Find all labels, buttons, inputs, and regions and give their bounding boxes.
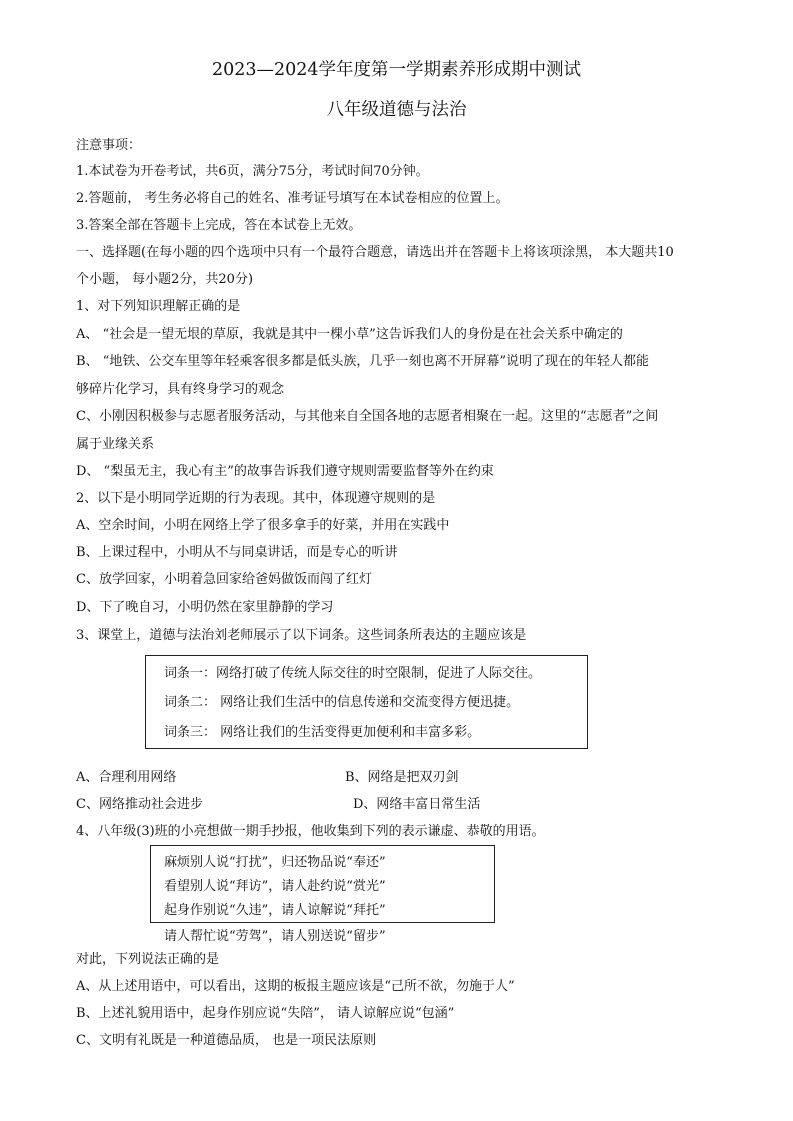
note-item: 2.答题前， 考生务必将自己的姓名、准考证号填写在本试卷相应的位置上。 [76,191,509,206]
question-4-option-b: B、上述礼貌用语中，起身作别应说“失陪”， 请人谅解应说“包涵” [76,1006,455,1021]
question-1-stem: 1、对下列知识理解正确的是 [76,299,241,314]
notes-heading: 注意事项： [76,138,142,153]
quote-entry: 看望别人说“拜访”，请人赴约说“赏光” [164,879,386,894]
question-2-option-d: D、下了晚自习，小明仍然在家里静静的学习 [76,600,334,615]
question-1-option-d: D、 “梨虽无主，我心有主”的故事告诉我们遵守规则需要监督等外在约束 [76,464,494,479]
question-4-option-a: A、从上述用语中，可以看出，这期的板报主题应该是“己所不欲，勿施于人” [76,979,515,994]
question-1-option-b-cont: 够碎片化学习，具有终身学习的观念 [76,382,285,397]
quote-entry: 起身作别说“久违”，请人谅解说“拜托” [164,903,386,918]
quote-entry: 词条一：网络打破了传统人际交往的时空限制，促进了人际交往。 [164,666,542,681]
question-2-stem: 2、以下是小明同学近期的行为表现。其中，体现遵守规则的是 [76,491,436,506]
section-heading-cont: 个小题， 每小题2分，共20分) [76,272,254,287]
note-item: 1.本试卷为开卷考试，共6页，满分75分，考试时间70分钟。 [76,164,429,179]
question-2-option-a: A、空余时间，小明在网络上学了很多拿手的好菜，并用在实践中 [76,518,450,533]
quote-entry: 词条三： 网络让我们的生活变得更加便利和丰富多彩。 [164,725,481,740]
quote-entry: 词条二： 网络让我们生活中的信息传递和交流变得方便迅捷。 [164,695,520,710]
note-item: 3.答案全部在答题卡上完成，答在本试卷上无效。 [76,218,362,233]
question-3-option-b: B、网络是把双刃剑 [345,770,459,785]
quote-entry: 麻烦别人说“打扰”，归还物品说“奉还” [164,855,386,870]
question-4-stem: 4、八年级(3)班的小亮想做一期手抄报，他收集到下列的表示谦虚、恭敬的用语。 [76,824,545,839]
question-2-option-b: B、上课过程中，小明从不与同桌讲话，而是专心的听讲 [76,545,398,560]
question-3-option-d: D、网络丰富日常生活 [353,797,481,812]
question-3-option-a: A、合理利用网络 [76,770,177,785]
question-1-option-b: B、 “地铁、公交车里等年轻乘客很多都是低头族，几乎一刻也离不开屏幕”说明了现在的年轻人都能 [76,354,649,369]
exam-title: 2023—2024学年度第一学期素养形成期中测试 [211,60,582,80]
question-3-stem: 3、课堂上，道德与法治刘老师展示了以下词条。这些词条所表达的主题应该是 [76,628,527,643]
question-4-follow: 对此，下列说法正确的是 [76,952,220,967]
exam-subtitle: 八年级道德与法治 [326,100,467,120]
question-3-option-c: C、网络推动社会进步 [76,797,203,812]
section-heading: 一、选择题(在每小题的四个选项中只有一个最符合题意，请选出并在答题卡上将该项涂黑， 本大题共10 [76,245,674,260]
question-1-option-a: A、 “社会是一望无垠的草原，我就是其中一棵小草”这告诉我们人的身份是在社会关系中确定的 [76,327,623,342]
question-4-option-c: C、文明有礼既是一种道德品质， 也是一项民法原则 [76,1033,377,1048]
question-1-option-c-cont: 属于业缘关系 [76,437,155,452]
quote-entry-outside: 请人帮忙说“劳驾”，请人别送说“留步” [164,929,386,944]
question-1-option-c: C、小刚因积极参与志愿者服务活动，与其他来自全国各地的志愿者相聚在一起。这里的“志愿者”之间 [76,409,659,424]
question-2-option-c: C、放学回家，小明着急回家给爸妈做饭而闯了红灯 [76,572,372,587]
